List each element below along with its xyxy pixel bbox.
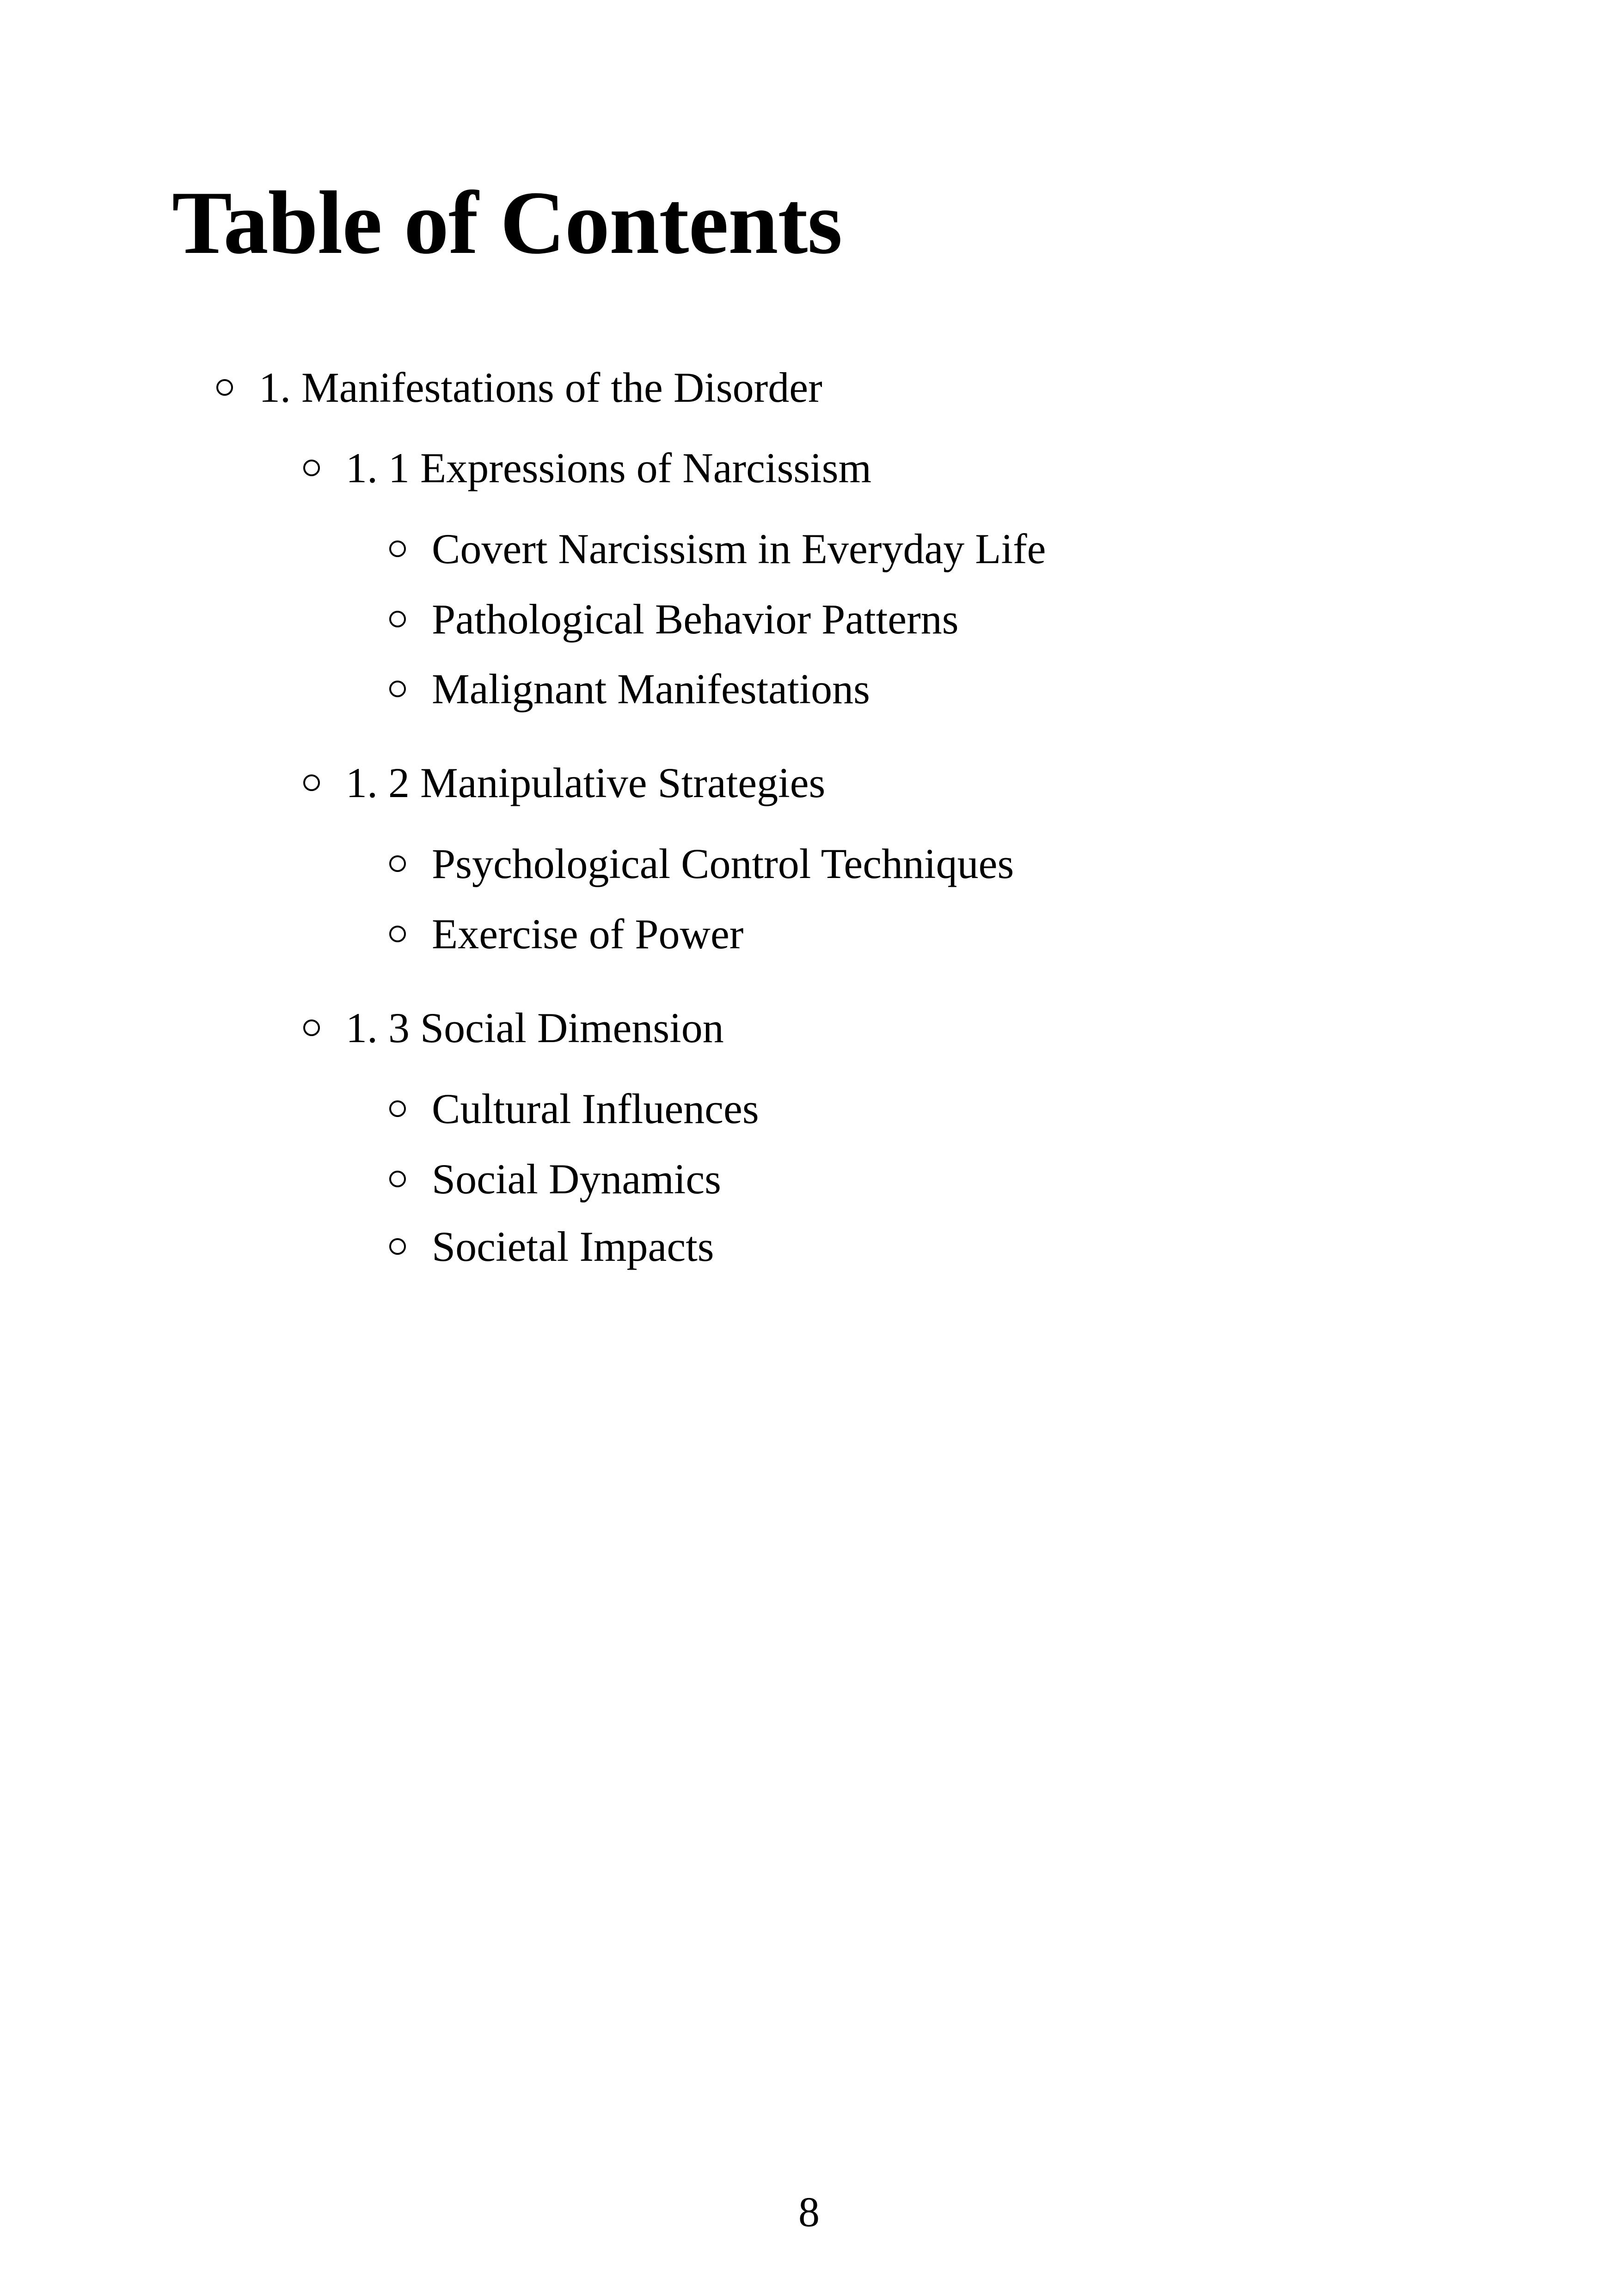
toc-section-1-3[interactable] xyxy=(303,1004,724,1051)
toc-item[interactable] xyxy=(389,595,959,643)
circle-bullet-icon xyxy=(389,1238,406,1255)
toc-chapter-label: 1. Manifestations of the Disorder xyxy=(259,364,822,411)
toc-section-1-1[interactable] xyxy=(303,444,872,491)
circle-bullet-icon xyxy=(389,1100,406,1117)
toc-item[interactable] xyxy=(389,665,870,712)
toc-item[interactable] xyxy=(389,910,744,958)
toc-item[interactable] xyxy=(389,1087,759,1130)
toc-item-label: Cultural Influences xyxy=(432,1085,759,1132)
circle-bullet-icon xyxy=(303,460,320,476)
toc-item[interactable] xyxy=(389,842,1014,885)
toc-item[interactable] xyxy=(389,1155,721,1203)
circle-bullet-icon xyxy=(389,611,406,627)
circle-bullet-icon xyxy=(389,1171,406,1187)
page-number: 8 xyxy=(798,2188,820,2235)
circle-bullet-icon xyxy=(389,681,406,697)
toc-item-label: Covert Narcissism in Everyday Life xyxy=(432,525,1046,572)
toc-item[interactable] xyxy=(389,525,1046,572)
circle-bullet-icon xyxy=(389,926,406,942)
toc-chapter-1[interactable] xyxy=(216,366,822,409)
page-title: Table of Contents xyxy=(172,173,842,273)
circle-bullet-icon xyxy=(389,855,406,872)
toc-item-label: Social Dynamics xyxy=(432,1155,721,1203)
toc-item-label: Malignant Manifestations xyxy=(432,665,870,712)
toc-section-label: 1. 1 Expressions of Narcissism xyxy=(346,444,872,491)
toc-item-label: Psychological Control Techniques xyxy=(432,840,1014,887)
toc-section-label: 1. 2 Manipulative Strategies xyxy=(346,759,826,806)
toc-item-label: Pathological Behavior Patterns xyxy=(432,595,959,643)
circle-bullet-icon xyxy=(216,379,233,396)
toc-item-label: Exercise of Power xyxy=(432,910,744,958)
toc-section-label: 1. 3 Social Dimension xyxy=(346,1004,724,1051)
circle-bullet-icon xyxy=(389,540,406,557)
toc-section-1-2[interactable] xyxy=(303,761,825,804)
circle-bullet-icon xyxy=(303,774,320,791)
toc-item-label: Societal Impacts xyxy=(432,1223,714,1270)
toc-item[interactable] xyxy=(389,1225,714,1268)
circle-bullet-icon xyxy=(303,1019,320,1036)
